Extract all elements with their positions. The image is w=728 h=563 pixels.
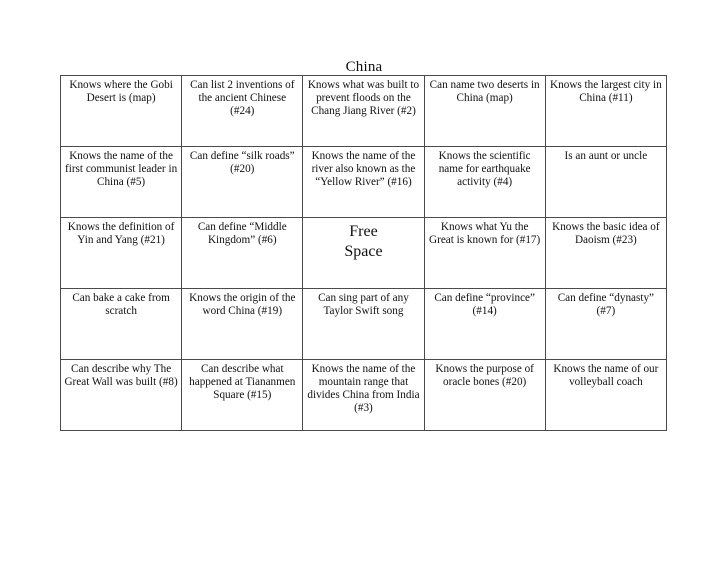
bingo-cell: Is an aunt or uncle	[545, 147, 666, 218]
bingo-grid-body	[61, 76, 667, 431]
bingo-cell: Knows the basic idea of Daoism (#23)	[545, 218, 666, 289]
bingo-cell: Can list 2 inventions of the ancient Chinese (#24)	[182, 76, 303, 147]
bingo-cell: Can describe what happened at Tiananmen Square (#15)	[182, 360, 303, 431]
bingo-cell: Can bake a cake from scratch	[61, 289, 182, 360]
bingo-cell: Knows the name of the mountain range that divides China from India (#3)	[303, 360, 424, 431]
bingo-cell: Can name two deserts in China (map)	[424, 76, 545, 147]
bingo-cell: Can define “Middle Kingdom” (#6)	[182, 218, 303, 289]
grid-row	[61, 289, 667, 360]
bingo-cell: Knows the name of the first communist leader in China (#5)	[61, 147, 182, 218]
page-title: China	[345, 59, 383, 75]
bingo-cell: Knows the name of our volleyball coach	[545, 360, 666, 431]
bingo-cell: Knows the origin of the word China (#19)	[182, 289, 303, 360]
grid-row	[61, 147, 667, 218]
bingo-cell: Knows what Yu the Great is known for (#17)	[424, 218, 545, 289]
bingo-cell: Can define “silk roads” (#20)	[182, 147, 303, 218]
bingo-grid	[60, 75, 667, 431]
free-space-cell: Free Space	[303, 218, 424, 289]
grid-row	[61, 218, 667, 289]
bingo-cell: Knows what was built to prevent floods on the Chang Jiang River (#2)	[303, 76, 424, 147]
bingo-cell: Can sing part of any Taylor Swift song	[303, 289, 424, 360]
bingo-cell: Can describe why The Great Wall was built (#8)	[61, 360, 182, 431]
bingo-cell: Knows the purpose of oracle bones (#20)	[424, 360, 545, 431]
bingo-cell: Knows the name of the river also known as the “Yellow River” (#16)	[303, 147, 424, 218]
grid-row	[61, 76, 667, 147]
bingo-cell: Knows the scientific name for earthquake activity (#4)	[424, 147, 545, 218]
bingo-cell: Can define “dynasty” (#7)	[545, 289, 666, 360]
bingo-cell: Can define “province” (#14)	[424, 289, 545, 360]
grid-row	[61, 360, 667, 431]
bingo-cell: Knows the definition of Yin and Yang (#21)	[61, 218, 182, 289]
bingo-cell: Knows where the Gobi Desert is (map)	[61, 76, 182, 147]
bingo-cell: Knows the largest city in China (#11)	[545, 76, 666, 147]
